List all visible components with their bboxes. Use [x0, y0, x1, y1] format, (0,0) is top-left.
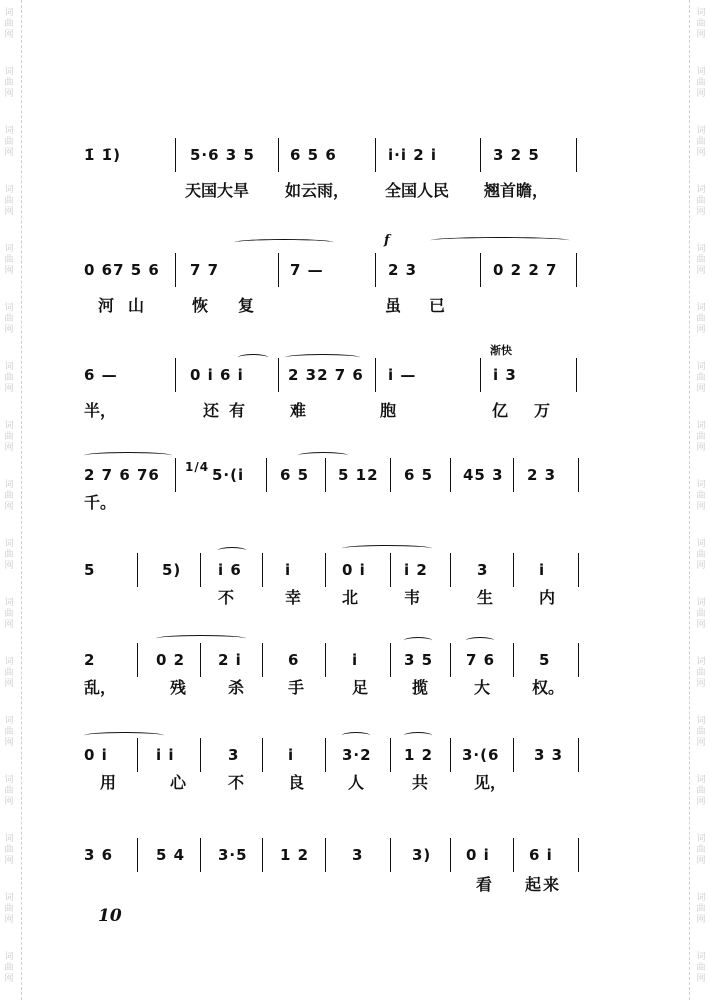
lyric: 看: [476, 875, 493, 894]
lyric: 亿万: [492, 401, 577, 420]
lyric: 如云雨，: [285, 181, 350, 200]
bar-line: [578, 838, 579, 872]
bar-line: [390, 738, 391, 772]
note-group: 5: [539, 651, 551, 669]
watermark-text: 词 曲 网: [4, 126, 14, 158]
bar-line: [513, 553, 514, 587]
lyric: 起来: [525, 875, 562, 894]
watermark-text: 词 曲 网: [4, 952, 14, 984]
note-group: 3 2 5: [493, 146, 540, 164]
bar-line: [262, 738, 263, 772]
bar-line: [450, 643, 451, 677]
note-group: 5 4: [156, 846, 186, 864]
note-group: 5 12: [338, 466, 379, 484]
watermark-text: 词 曲 网: [696, 421, 706, 453]
slur: [285, 354, 360, 361]
bar-line: [137, 738, 138, 772]
watermark-text: 词 曲 网: [696, 834, 706, 866]
lyric: 不: [228, 773, 245, 792]
watermark-text: 词 曲 网: [4, 362, 14, 394]
bar-line: [175, 138, 176, 172]
watermark-text: 词 曲 网: [696, 893, 706, 925]
lyric: 心: [170, 773, 187, 792]
note-group: 6: [288, 651, 300, 669]
lyric: 杀: [228, 678, 245, 697]
watermark-text: 词 曲 网: [696, 303, 706, 335]
bar-line: [578, 738, 579, 772]
lyric: 用: [100, 773, 117, 792]
note-group: 5·6 3 5: [190, 146, 255, 164]
lyric: 人: [348, 773, 365, 792]
right-border: [689, 0, 690, 1000]
watermark-text: 词 曲 网: [696, 8, 706, 40]
bar-line: [325, 458, 326, 492]
watermark-text: 词 曲 网: [4, 775, 14, 807]
bar-line: [513, 643, 514, 677]
lyric: 天国大旱: [185, 181, 250, 200]
bar-line: [266, 458, 267, 492]
note-group: 6 5: [404, 466, 434, 484]
bar-line: [278, 138, 279, 172]
lyric: 恢复: [192, 296, 285, 315]
watermark-text: 词 曲 网: [4, 185, 14, 217]
bar-line: [325, 553, 326, 587]
note-group: 0 67 5 6: [84, 261, 160, 279]
bar-line: [375, 253, 376, 287]
bar-line: [576, 253, 577, 287]
note-group: 3 6: [84, 846, 114, 864]
slur: [404, 637, 432, 644]
lyric: 河山: [98, 296, 159, 315]
bar-line: [576, 138, 577, 172]
note-group: 3: [228, 746, 240, 764]
note-group: 0 2 2 7: [493, 261, 558, 279]
lyric: 揽: [412, 678, 429, 697]
tempo-mark: 渐快: [490, 344, 512, 357]
slur: [156, 635, 246, 642]
bar-line: [480, 253, 481, 287]
note-group: 1 2: [280, 846, 310, 864]
note-group: 7 7: [190, 261, 220, 279]
slur: [218, 547, 246, 554]
lyric: 千。: [84, 493, 117, 512]
lyric: 乱，: [84, 678, 117, 697]
bar-line: [513, 738, 514, 772]
watermark-text: 词 曲 网: [696, 657, 706, 689]
note-group: 2: [84, 651, 96, 669]
watermark-text: 词 曲 网: [696, 775, 706, 807]
lyric: 全国人民: [385, 181, 450, 200]
watermark-text: 词 曲 网: [4, 480, 14, 512]
watermark-text: 词 曲 网: [696, 126, 706, 158]
watermark-text: 词 曲 网: [696, 244, 706, 276]
note-group: 0 2: [156, 651, 186, 669]
bar-line: [325, 738, 326, 772]
note-group: 0 i: [466, 846, 490, 864]
bar-line: [137, 643, 138, 677]
lyric: 手: [288, 678, 305, 697]
bar-line: [578, 643, 579, 677]
watermark-text: 词 曲 网: [4, 716, 14, 748]
lyric: 北: [342, 588, 359, 607]
lyric: 残: [170, 678, 187, 697]
slur: [234, 239, 334, 246]
bar-line: [513, 458, 514, 492]
note-group: 2 7 6 76: [84, 466, 160, 484]
slur: [84, 452, 172, 459]
slur: [342, 545, 432, 552]
note-group: i 2: [404, 561, 428, 579]
lyric: 翘首瞻，: [484, 181, 549, 200]
lyric: 还有: [203, 401, 256, 420]
note-group: i: [352, 651, 359, 669]
lyric: 不: [218, 588, 235, 607]
bar-line: [450, 458, 451, 492]
watermark-text: 词 曲 网: [4, 244, 14, 276]
note-group: 5): [162, 561, 182, 579]
lyric: 胞: [380, 401, 397, 420]
watermark-text: 词 曲 网: [696, 716, 706, 748]
bar-line: [390, 643, 391, 677]
note-group: 7 6: [466, 651, 496, 669]
note-group: 3·5: [218, 846, 248, 864]
note-group: i —: [388, 366, 417, 384]
bar-line: [375, 138, 376, 172]
note-group: 2 3: [527, 466, 557, 484]
note-group: i: [288, 746, 295, 764]
lyric: 大: [474, 678, 491, 697]
note-group: 2 i: [218, 651, 242, 669]
page-number: 10: [98, 906, 122, 926]
note-group: 3 5: [404, 651, 434, 669]
note-group: 45 3: [463, 466, 504, 484]
watermark-text: 词 曲 网: [4, 539, 14, 571]
watermark-text: 词 曲 网: [696, 362, 706, 394]
note-group: 3: [477, 561, 489, 579]
note-group: i·i 2 i: [388, 146, 438, 164]
note-group: 2 32 7 6: [288, 366, 364, 384]
note-group: i: [285, 561, 292, 579]
bar-line: [390, 458, 391, 492]
slur: [342, 732, 370, 739]
time-signature: 1/4: [185, 460, 210, 474]
slur: [430, 237, 570, 244]
lyric: 内: [539, 588, 556, 607]
note-group: 2 3: [388, 261, 418, 279]
watermark-text: 词 曲 网: [4, 8, 14, 40]
bar-line: [200, 838, 201, 872]
note-group: 7 —: [290, 261, 324, 279]
note-group: 6 5: [280, 466, 310, 484]
watermark-text: 词 曲 网: [4, 657, 14, 689]
lyric: 良: [288, 773, 305, 792]
note-group: 5: [84, 561, 96, 579]
bar-line: [200, 738, 201, 772]
bar-line: [175, 458, 176, 492]
watermark-text: 词 曲 网: [696, 598, 706, 630]
note-group: 0 i: [342, 561, 366, 579]
bar-line: [480, 138, 481, 172]
note-group: 1 2: [404, 746, 434, 764]
dynamic-forte: f: [384, 233, 390, 248]
watermark-text: 词 曲 网: [4, 834, 14, 866]
slur: [404, 732, 432, 739]
note-group: 3 3: [534, 746, 564, 764]
bar-line: [450, 838, 451, 872]
watermark-text: 词 曲 网: [4, 67, 14, 99]
note-group: i: [539, 561, 546, 579]
bar-line: [450, 738, 451, 772]
lyric: 虽已: [385, 296, 474, 315]
bar-line: [278, 358, 279, 392]
watermark-text: 词 曲 网: [4, 421, 14, 453]
watermark-text: 词 曲 网: [696, 480, 706, 512]
watermark-text: 词 曲 网: [4, 303, 14, 335]
bar-line: [200, 553, 201, 587]
bar-line: [578, 458, 579, 492]
bar-line: [390, 838, 391, 872]
note-group: 3·2: [342, 746, 372, 764]
lyric: 韦: [404, 588, 421, 607]
note-group: 6 —: [84, 366, 118, 384]
bar-line: [278, 253, 279, 287]
bar-line: [576, 358, 577, 392]
bar-line: [200, 643, 201, 677]
slur: [298, 452, 348, 459]
bar-line: [390, 553, 391, 587]
note-group: 6 5 6: [290, 146, 337, 164]
note-group: 5·(i: [212, 466, 245, 484]
note-group: 3): [412, 846, 432, 864]
lyric: 难: [290, 401, 307, 420]
note-group: i 3: [493, 366, 517, 384]
slur: [466, 637, 494, 644]
note-group: 0 i: [84, 746, 108, 764]
lyric: 半，: [84, 401, 117, 420]
note-group: i i: [156, 746, 175, 764]
slur: [84, 732, 164, 739]
lyric: 权。: [532, 678, 565, 697]
note-group: 6 i: [529, 846, 553, 864]
bar-line: [513, 838, 514, 872]
watermark-text: 词 曲 网: [696, 952, 706, 984]
bar-line: [325, 838, 326, 872]
slur: [238, 354, 268, 361]
watermark-text: 词 曲 网: [696, 539, 706, 571]
bar-line: [175, 253, 176, 287]
bar-line: [375, 358, 376, 392]
note-group: 0 i 6 i: [190, 366, 244, 384]
watermark-text: 词 曲 网: [696, 185, 706, 217]
note-group: 3: [352, 846, 364, 864]
bar-line: [137, 838, 138, 872]
bar-line: [480, 358, 481, 392]
note-group: 1̄ 1̄): [84, 146, 121, 164]
bar-line: [262, 838, 263, 872]
lyric: 足: [352, 678, 369, 697]
lyric: 幸: [285, 588, 302, 607]
watermark-text: 词 曲 网: [4, 893, 14, 925]
bar-line: [262, 553, 263, 587]
note-group: 3·(6: [462, 746, 500, 764]
bar-line: [450, 553, 451, 587]
bar-line: [578, 553, 579, 587]
note-group: i 6: [218, 561, 242, 579]
lyric: 共: [412, 773, 429, 792]
watermark-text: 词 曲 网: [4, 598, 14, 630]
lyric: 见，: [474, 773, 507, 792]
bar-line: [175, 358, 176, 392]
watermark-text: 词 曲 网: [696, 67, 706, 99]
bar-line: [262, 643, 263, 677]
lyric: 生: [477, 588, 494, 607]
bar-line: [325, 643, 326, 677]
left-border: [21, 0, 22, 1000]
bar-line: [137, 553, 138, 587]
